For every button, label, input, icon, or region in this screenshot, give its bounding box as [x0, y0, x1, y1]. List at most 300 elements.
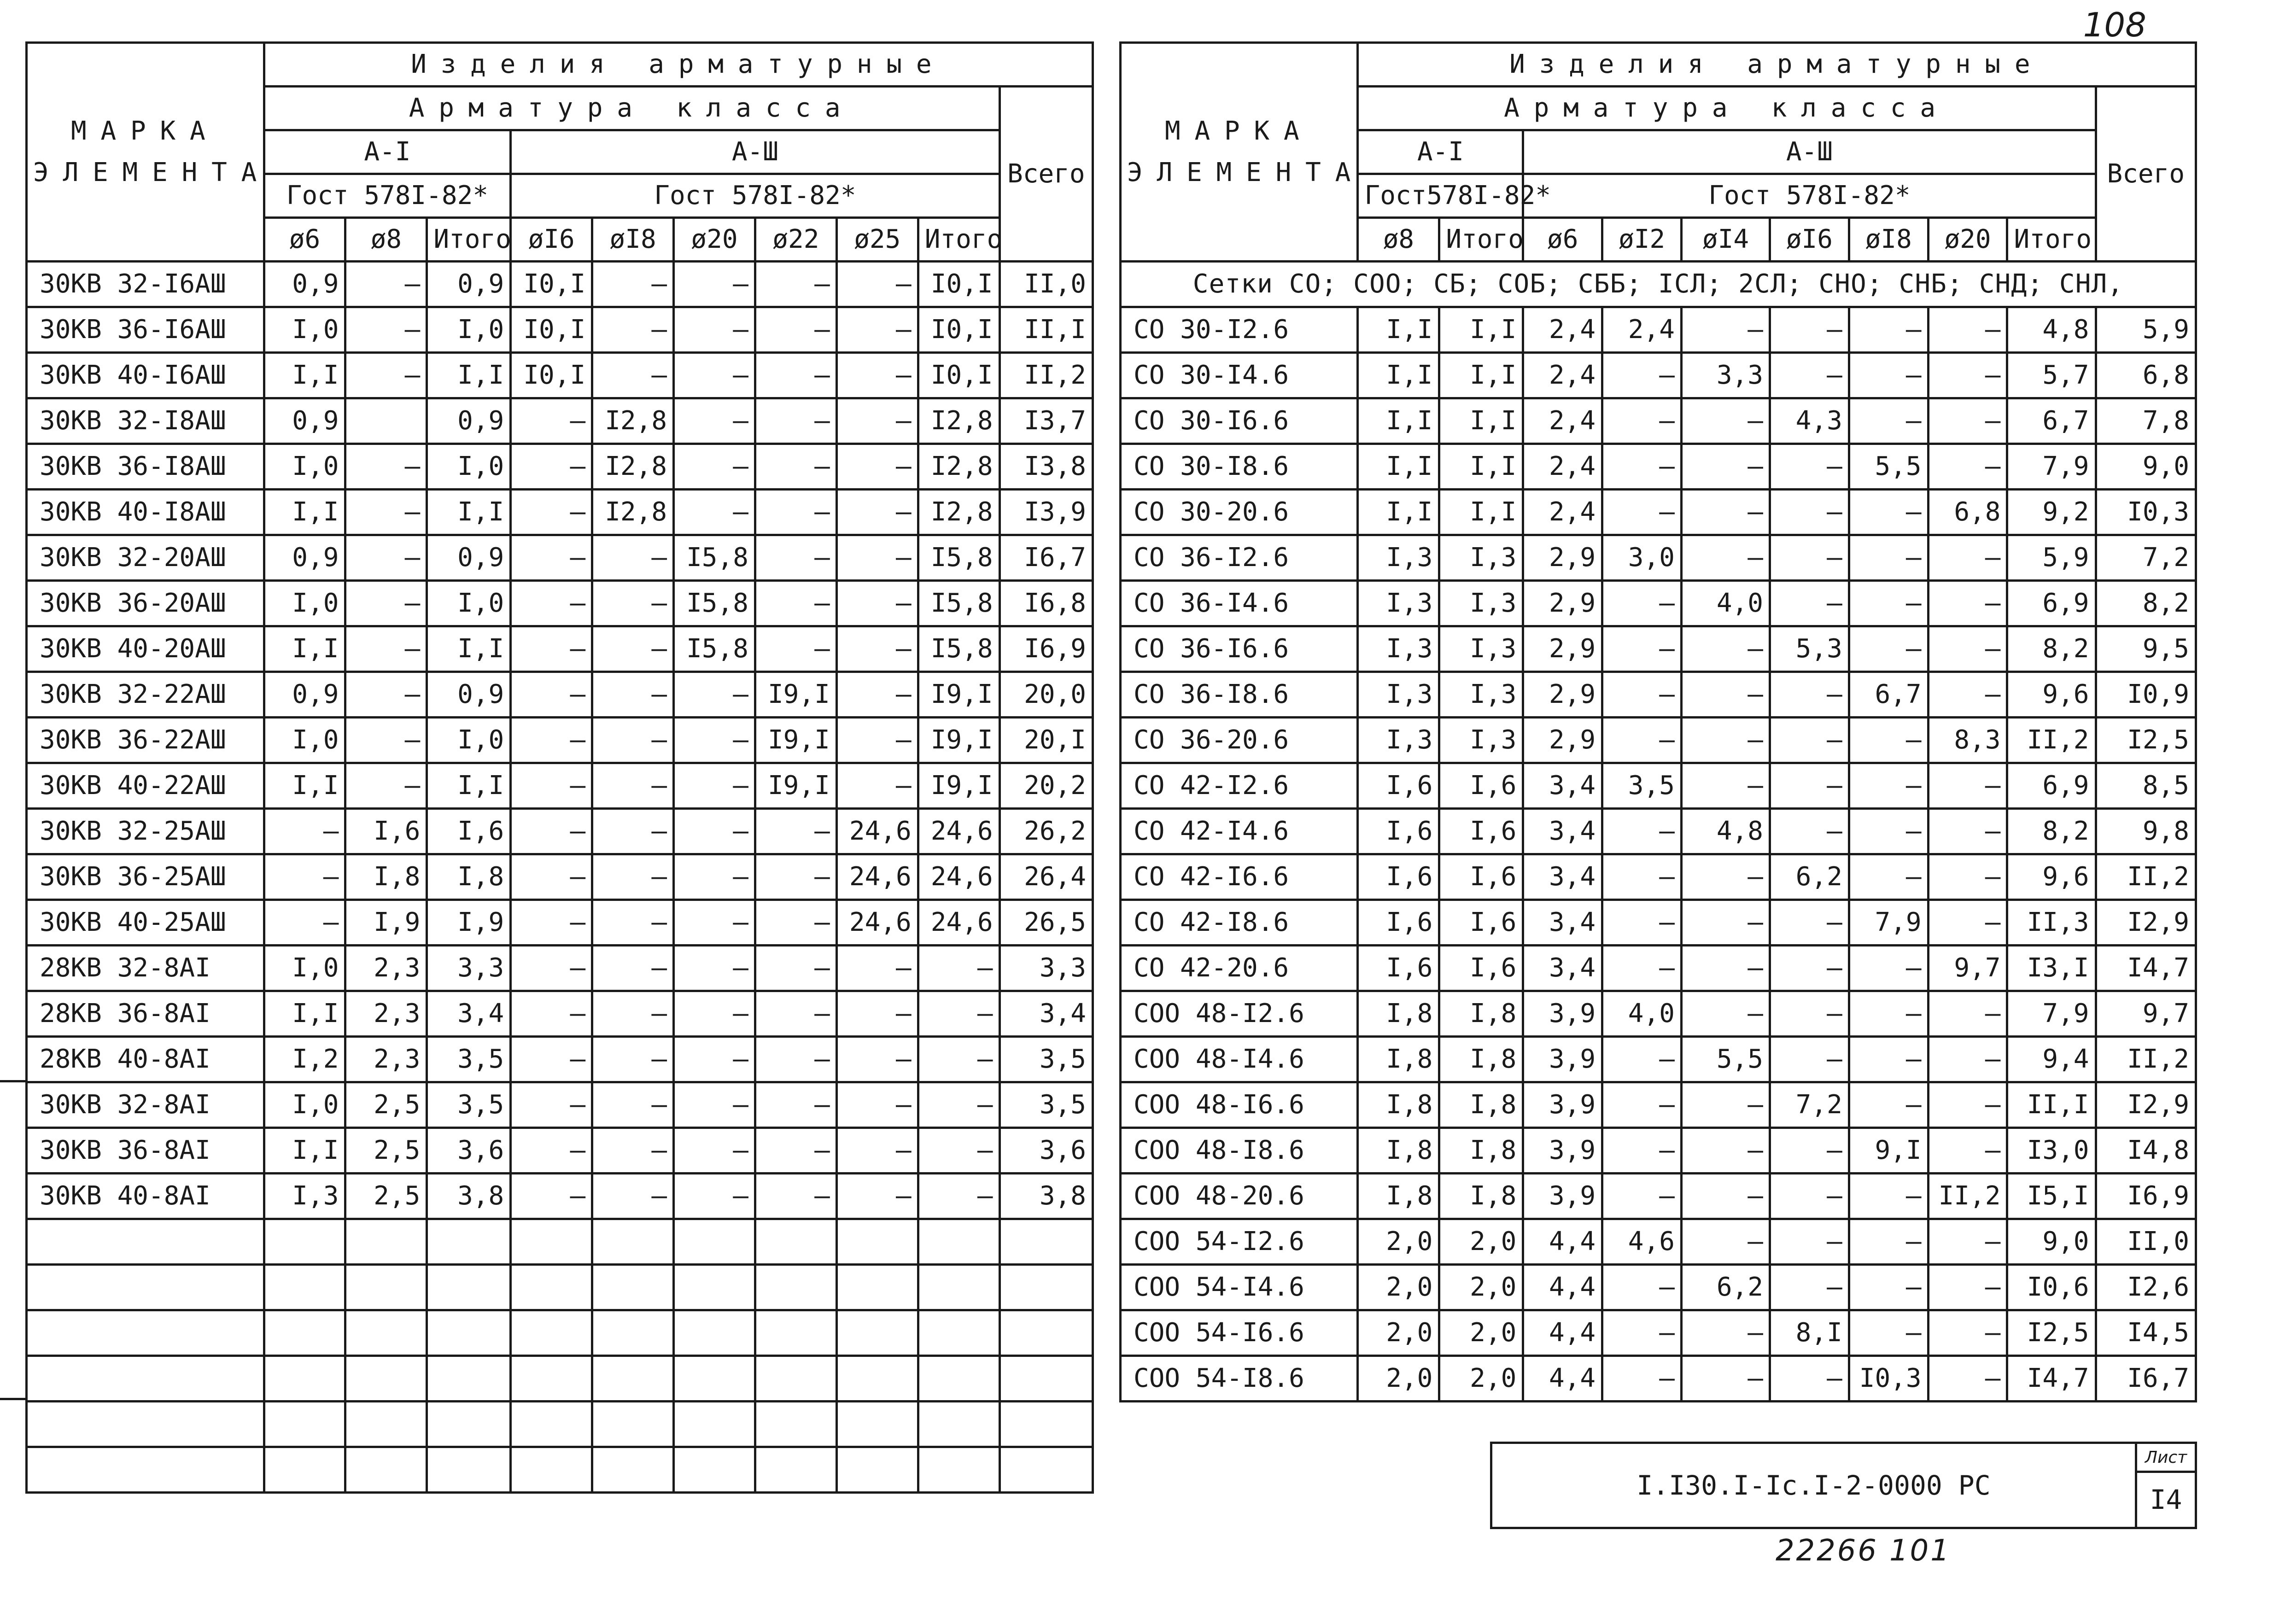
value-cell: –: [1770, 900, 1849, 946]
margin-tick: [0, 1398, 25, 1400]
table-row: [27, 353, 1093, 398]
value-cell: I9,I: [755, 718, 836, 763]
value-cell: I,6: [345, 809, 427, 854]
section-row: [1121, 262, 2196, 307]
element-mark-cell: СОО 54-I2.6: [1121, 1219, 1358, 1265]
element-mark-cell: СОО 48-I2.6: [1121, 991, 1358, 1037]
table-row: [1121, 1128, 2196, 1174]
right-table-body: [1121, 262, 2196, 1402]
value-cell: 24,6: [918, 809, 999, 854]
value-cell: 24,6: [836, 854, 918, 900]
value-cell: –: [1928, 809, 2007, 854]
value-cell: –: [1928, 444, 2007, 490]
value-cell: I,0: [264, 946, 345, 991]
value-cell: I2,8: [592, 490, 674, 535]
empty-cell: [264, 1402, 345, 1447]
element-mark-cell: СО 30-20.6: [1121, 490, 1358, 535]
value-cell: 6,7: [1849, 672, 1928, 718]
value-cell: –: [755, 946, 836, 991]
value-cell: –: [345, 718, 427, 763]
element-mark-cell: 30КВ 40-22АШ: [27, 763, 264, 809]
value-cell: –: [1681, 1128, 1770, 1174]
value-cell: 0,9: [427, 262, 511, 307]
value-cell: I,8: [1439, 1128, 1523, 1174]
sheet-box: [2135, 1444, 2195, 1527]
value-cell: I2,8: [918, 398, 999, 444]
table-row: [1121, 1174, 2196, 1219]
value-cell: I,8: [345, 854, 427, 900]
empty-cell: [27, 1356, 264, 1402]
element-mark-cell: СОО 48-20.6: [1121, 1174, 1358, 1219]
value-cell: –: [592, 353, 674, 398]
value-cell: –: [511, 763, 592, 809]
value-cell: 3,0: [1602, 535, 1682, 581]
value-cell: –: [1602, 626, 1682, 672]
value-cell: I,3: [1358, 581, 1439, 626]
element-mark-cell: 30КВ 40-20АШ: [27, 626, 264, 672]
value-cell: –: [674, 763, 755, 809]
table-row: [1121, 581, 2196, 626]
value-cell: 3,3: [427, 946, 511, 991]
value-cell: I,9: [345, 900, 427, 946]
value-cell: I,0: [427, 581, 511, 626]
value-cell: 24,6: [918, 900, 999, 946]
empty-cell: [27, 1310, 264, 1356]
value-cell: 2,5: [345, 1082, 427, 1128]
value-cell: I,6: [1439, 946, 1523, 991]
table-row: [27, 535, 1093, 581]
empty-cell: [592, 1447, 674, 1493]
value-cell: –: [1770, 672, 1849, 718]
value-cell: I,I: [1439, 444, 1523, 490]
table-row: [27, 946, 1093, 991]
value-cell: I9,I: [918, 672, 999, 718]
value-cell: –: [1928, 353, 2007, 398]
value-cell: I5,8: [674, 535, 755, 581]
value-cell: 3,4: [1523, 854, 1602, 900]
value-cell: 26,4: [999, 854, 1093, 900]
value-cell: I,I: [427, 353, 511, 398]
value-cell: 9,8: [2096, 809, 2196, 854]
value-cell: I2,8: [918, 490, 999, 535]
value-cell: I0,6: [2007, 1265, 2096, 1310]
value-cell: –: [1602, 1037, 1682, 1082]
value-cell: –: [1928, 535, 2007, 581]
value-cell: I,3: [1439, 626, 1523, 672]
value-cell: –: [1681, 444, 1770, 490]
empty-cell: [511, 1356, 592, 1402]
value-cell: –: [1770, 444, 1849, 490]
value-cell: –: [836, 1128, 918, 1174]
value-cell: –: [918, 991, 999, 1037]
value-cell: I5,8: [918, 626, 999, 672]
table-row: [1121, 672, 2196, 718]
value-cell: –: [592, 991, 674, 1037]
value-cell: –: [1602, 1265, 1682, 1310]
total-header: Всего: [999, 87, 1093, 262]
value-cell: 4,0: [1681, 581, 1770, 626]
value-cell: I6,7: [2096, 1356, 2196, 1402]
value-cell: –: [1602, 854, 1682, 900]
value-cell: –: [1849, 307, 1928, 353]
table-row: [1121, 444, 2196, 490]
empty-cell: [345, 1219, 427, 1265]
value-cell: –: [755, 307, 836, 353]
value-cell: I5,8: [674, 581, 755, 626]
value-cell: 6,9: [2007, 581, 2096, 626]
table-row: [1121, 763, 2196, 809]
value-cell: 8,2: [2007, 809, 2096, 854]
value-cell: –: [592, 1174, 674, 1219]
empty-cell: [592, 1265, 674, 1310]
value-cell: –: [755, 398, 836, 444]
empty-cell: [345, 1310, 427, 1356]
element-mark-cell: СО 42-I4.6: [1121, 809, 1358, 854]
value-cell: –: [592, 1082, 674, 1128]
empty-cell: [511, 1265, 592, 1310]
value-cell: –: [1770, 1265, 1849, 1310]
value-cell: –: [1602, 444, 1682, 490]
value-cell: 2,9: [1523, 581, 1602, 626]
element-mark-cell: СО 42-I2.6: [1121, 763, 1358, 809]
value-cell: 3,9: [1523, 1128, 1602, 1174]
empty-cell: [999, 1447, 1093, 1493]
value-cell: I,I: [1358, 398, 1439, 444]
value-cell: –: [1849, 991, 1928, 1037]
document-code: I.I30.I-Iс.I-2-0000 РС: [1636, 1470, 1991, 1501]
empty-cell: [27, 1265, 264, 1310]
value-cell: 2,0: [1358, 1219, 1439, 1265]
table-row: [27, 262, 1093, 307]
empty-cell: [836, 1310, 918, 1356]
value-cell: I2,8: [592, 398, 674, 444]
value-cell: 3,4: [1523, 900, 1602, 946]
value-cell: –: [918, 1128, 999, 1174]
value-cell: 4,4: [1523, 1356, 1602, 1402]
value-cell: I2,5: [2096, 718, 2196, 763]
value-cell: I,8: [1439, 1082, 1523, 1128]
value-cell: 4,4: [1523, 1219, 1602, 1265]
element-mark-cell: 30КВ 32-I8АШ: [27, 398, 264, 444]
value-cell: –: [674, 900, 755, 946]
element-mark-cell: 30КВ 40-I6АШ: [27, 353, 264, 398]
element-mark-cell: 30КВ 40-8АI: [27, 1174, 264, 1219]
gost-a3-header: Гост 578I-82*: [511, 174, 999, 218]
value-cell: I,0: [264, 444, 345, 490]
table-row: [27, 626, 1093, 672]
value-cell: 6,8: [1928, 490, 2007, 535]
value-cell: –: [511, 581, 592, 626]
element-mark-cell: СОО 48-I6.6: [1121, 1082, 1358, 1128]
value-cell: 5,5: [1681, 1037, 1770, 1082]
value-cell: I,0: [264, 718, 345, 763]
value-cell: I5,I: [2007, 1174, 2096, 1219]
value-cell: 4,8: [1681, 809, 1770, 854]
value-cell: –: [1602, 1128, 1682, 1174]
value-cell: I,6: [1439, 900, 1523, 946]
value-cell: 20,I: [999, 718, 1093, 763]
value-cell: –: [1849, 854, 1928, 900]
table-row: [27, 718, 1093, 763]
value-cell: I3,I: [2007, 946, 2096, 991]
value-cell: I0,3: [2096, 490, 2196, 535]
empty-cell: [918, 1265, 999, 1310]
value-cell: –: [1770, 1174, 1849, 1219]
value-cell: I,6: [1439, 763, 1523, 809]
value-cell: –: [1681, 672, 1770, 718]
left-reinforcement-table: [25, 41, 1094, 1494]
value-cell: –: [1770, 946, 1849, 991]
value-cell: –: [674, 490, 755, 535]
value-cell: I5,8: [918, 535, 999, 581]
value-cell: –: [755, 535, 836, 581]
value-cell: I4,5: [2096, 1310, 2196, 1356]
value-cell: 7,9: [1849, 900, 1928, 946]
value-cell: 3,6: [427, 1128, 511, 1174]
element-mark-cell: 30КВ 40-I8АШ: [27, 490, 264, 535]
value-cell: 20,2: [999, 763, 1093, 809]
value-cell: I,0: [427, 718, 511, 763]
value-cell: –: [674, 444, 755, 490]
empty-cell: [427, 1402, 511, 1447]
value-cell: 9,6: [2007, 672, 2096, 718]
value-cell: II,2: [1928, 1174, 2007, 1219]
value-cell: –: [1681, 991, 1770, 1037]
value-cell: 24,6: [836, 809, 918, 854]
element-mark-cell: 30КВ 32-I6АШ: [27, 262, 264, 307]
empty-cell: [999, 1356, 1093, 1402]
value-cell: 0,9: [264, 262, 345, 307]
value-cell: I,I: [1358, 490, 1439, 535]
value-cell: –: [1681, 900, 1770, 946]
empty-cell: [592, 1219, 674, 1265]
value-cell: 5,3: [1770, 626, 1849, 672]
value-cell: I2,5: [2007, 1310, 2096, 1356]
value-cell: 3,4: [1523, 809, 1602, 854]
value-cell: –: [1681, 490, 1770, 535]
value-cell: –: [1928, 307, 2007, 353]
value-cell: 3,4: [1523, 946, 1602, 991]
value-cell: I,8: [1439, 1037, 1523, 1082]
empty-cell: [755, 1356, 836, 1402]
gost-a1-header: Гост578I-82*: [1358, 174, 1523, 218]
value-cell: I,6: [1439, 809, 1523, 854]
value-cell: –: [1849, 1310, 1928, 1356]
value-cell: –: [836, 444, 918, 490]
empty-row: [27, 1219, 1093, 1265]
table-row: [1121, 718, 2196, 763]
element-mark-cell: 30КВ 32-8АI: [27, 1082, 264, 1128]
value-cell: –: [1681, 535, 1770, 581]
value-cell: –: [1770, 763, 1849, 809]
value-cell: –: [592, 581, 674, 626]
empty-cell: [674, 1310, 755, 1356]
table-row: [1121, 900, 2196, 946]
col-header: øI4: [1681, 218, 1770, 262]
value-cell: –: [1928, 854, 2007, 900]
value-cell: –: [592, 718, 674, 763]
value-cell: I,8: [1358, 1082, 1439, 1128]
value-cell: I2,8: [918, 444, 999, 490]
empty-cell: [427, 1356, 511, 1402]
col-header: øI8: [1849, 218, 1928, 262]
a3-header: А-Ш: [511, 130, 999, 174]
value-cell: II,0: [999, 262, 1093, 307]
element-mark-cell: СОО 54-I8.6: [1121, 1356, 1358, 1402]
value-cell: 3,4: [999, 991, 1093, 1037]
value-cell: –: [592, 1037, 674, 1082]
value-cell: –: [345, 535, 427, 581]
value-cell: I,2: [264, 1037, 345, 1082]
empty-cell: [674, 1356, 755, 1402]
value-cell: –: [674, 398, 755, 444]
value-cell: –: [1602, 398, 1682, 444]
table-row: [1121, 1219, 2196, 1265]
value-cell: –: [592, 307, 674, 353]
value-cell: 3,3: [999, 946, 1093, 991]
empty-row: [27, 1310, 1093, 1356]
value-cell: 9,0: [2096, 444, 2196, 490]
empty-cell: [264, 1356, 345, 1402]
value-cell: I,3: [1439, 718, 1523, 763]
value-cell: –: [674, 718, 755, 763]
value-cell: 26,2: [999, 809, 1093, 854]
value-cell: 8,5: [2096, 763, 2196, 809]
value-cell: –: [1770, 490, 1849, 535]
value-cell: II,2: [2007, 718, 2096, 763]
value-cell: I,3: [1358, 672, 1439, 718]
value-cell: [345, 398, 427, 444]
value-cell: 7,9: [2007, 444, 2096, 490]
value-cell: 4,4: [1523, 1310, 1602, 1356]
mark-header: МАРКА ЭЛЕМЕНТА: [27, 43, 264, 262]
value-cell: –: [755, 1082, 836, 1128]
value-cell: –: [592, 854, 674, 900]
value-cell: I4,7: [2096, 946, 2196, 991]
value-cell: –: [345, 626, 427, 672]
value-cell: –: [1928, 1310, 2007, 1356]
value-cell: –: [345, 672, 427, 718]
value-cell: –: [836, 946, 918, 991]
value-cell: 3,5: [999, 1082, 1093, 1128]
value-cell: –: [1681, 854, 1770, 900]
table-row: [1121, 946, 2196, 991]
value-cell: 8,2: [2096, 581, 2196, 626]
value-cell: –: [345, 353, 427, 398]
value-cell: –: [674, 1128, 755, 1174]
value-cell: 9,7: [1928, 946, 2007, 991]
value-cell: 3,3: [1681, 353, 1770, 398]
value-cell: I0,I: [511, 262, 592, 307]
value-cell: 6,2: [1770, 854, 1849, 900]
value-cell: –: [755, 581, 836, 626]
empty-cell: [427, 1310, 511, 1356]
empty-cell: [674, 1447, 755, 1493]
value-cell: –: [511, 900, 592, 946]
value-cell: 4,6: [1602, 1219, 1682, 1265]
value-cell: –: [592, 535, 674, 581]
value-cell: –: [1928, 1356, 2007, 1402]
empty-cell: [592, 1356, 674, 1402]
value-cell: –: [1849, 1265, 1928, 1310]
value-cell: I,I: [427, 626, 511, 672]
value-cell: 9,0: [2007, 1219, 2096, 1265]
element-mark-cell: СО 42-I8.6: [1121, 900, 1358, 946]
value-cell: I,8: [1358, 991, 1439, 1037]
value-cell: –: [836, 672, 918, 718]
value-cell: 3,8: [999, 1174, 1093, 1219]
value-cell: I,6: [1358, 809, 1439, 854]
value-cell: –: [674, 353, 755, 398]
value-cell: 8,2: [2007, 626, 2096, 672]
class-header: Арматура класса: [264, 87, 999, 130]
value-cell: 2,5: [345, 1128, 427, 1174]
class-header: Арматура класса: [1358, 87, 2096, 130]
col-header: ø6: [1523, 218, 1602, 262]
table-row: [1121, 854, 2196, 900]
value-cell: I4,7: [2007, 1356, 2096, 1402]
col-header: Итого: [427, 218, 511, 262]
value-cell: –: [592, 809, 674, 854]
element-mark-cell: СОО 54-I4.6: [1121, 1265, 1358, 1310]
table-row: [27, 672, 1093, 718]
value-cell: –: [1681, 718, 1770, 763]
value-cell: I,I: [264, 353, 345, 398]
value-cell: –: [1770, 535, 1849, 581]
value-cell: –: [511, 535, 592, 581]
element-mark-cell: СОО 48-I8.6: [1121, 1128, 1358, 1174]
empty-cell: [345, 1447, 427, 1493]
value-cell: 24,6: [918, 854, 999, 900]
empty-cell: [918, 1356, 999, 1402]
empty-row: [27, 1447, 1093, 1493]
value-cell: I,I: [264, 490, 345, 535]
value-cell: I,6: [1358, 946, 1439, 991]
empty-cell: [345, 1402, 427, 1447]
col-header: ø8: [1358, 218, 1439, 262]
empty-cell: [511, 1310, 592, 1356]
empty-cell: [755, 1310, 836, 1356]
value-cell: I,8: [1358, 1174, 1439, 1219]
element-mark-cell: СО 42-I6.6: [1121, 854, 1358, 900]
value-cell: 0,9: [264, 672, 345, 718]
value-cell: –: [755, 900, 836, 946]
empty-cell: [918, 1310, 999, 1356]
value-cell: II,0: [2096, 1219, 2196, 1265]
value-cell: –: [755, 262, 836, 307]
value-cell: 9,I: [1849, 1128, 1928, 1174]
value-cell: –: [1770, 809, 1849, 854]
value-cell: –: [1681, 1174, 1770, 1219]
value-cell: –: [1602, 1356, 1682, 1402]
value-cell: –: [1928, 991, 2007, 1037]
value-cell: –: [345, 262, 427, 307]
value-cell: I,6: [1358, 854, 1439, 900]
value-cell: 3,4: [1523, 763, 1602, 809]
empty-row: [27, 1356, 1093, 1402]
value-cell: I9,I: [918, 763, 999, 809]
table-row: [1121, 1082, 2196, 1128]
value-cell: 7,8: [2096, 398, 2196, 444]
value-cell: I0,I: [918, 262, 999, 307]
value-cell: –: [1602, 946, 1682, 991]
value-cell: –: [755, 444, 836, 490]
table-row: [1121, 307, 2196, 353]
value-cell: –: [592, 672, 674, 718]
value-cell: –: [1602, 809, 1682, 854]
value-cell: –: [755, 991, 836, 1037]
value-cell: I,6: [1358, 900, 1439, 946]
